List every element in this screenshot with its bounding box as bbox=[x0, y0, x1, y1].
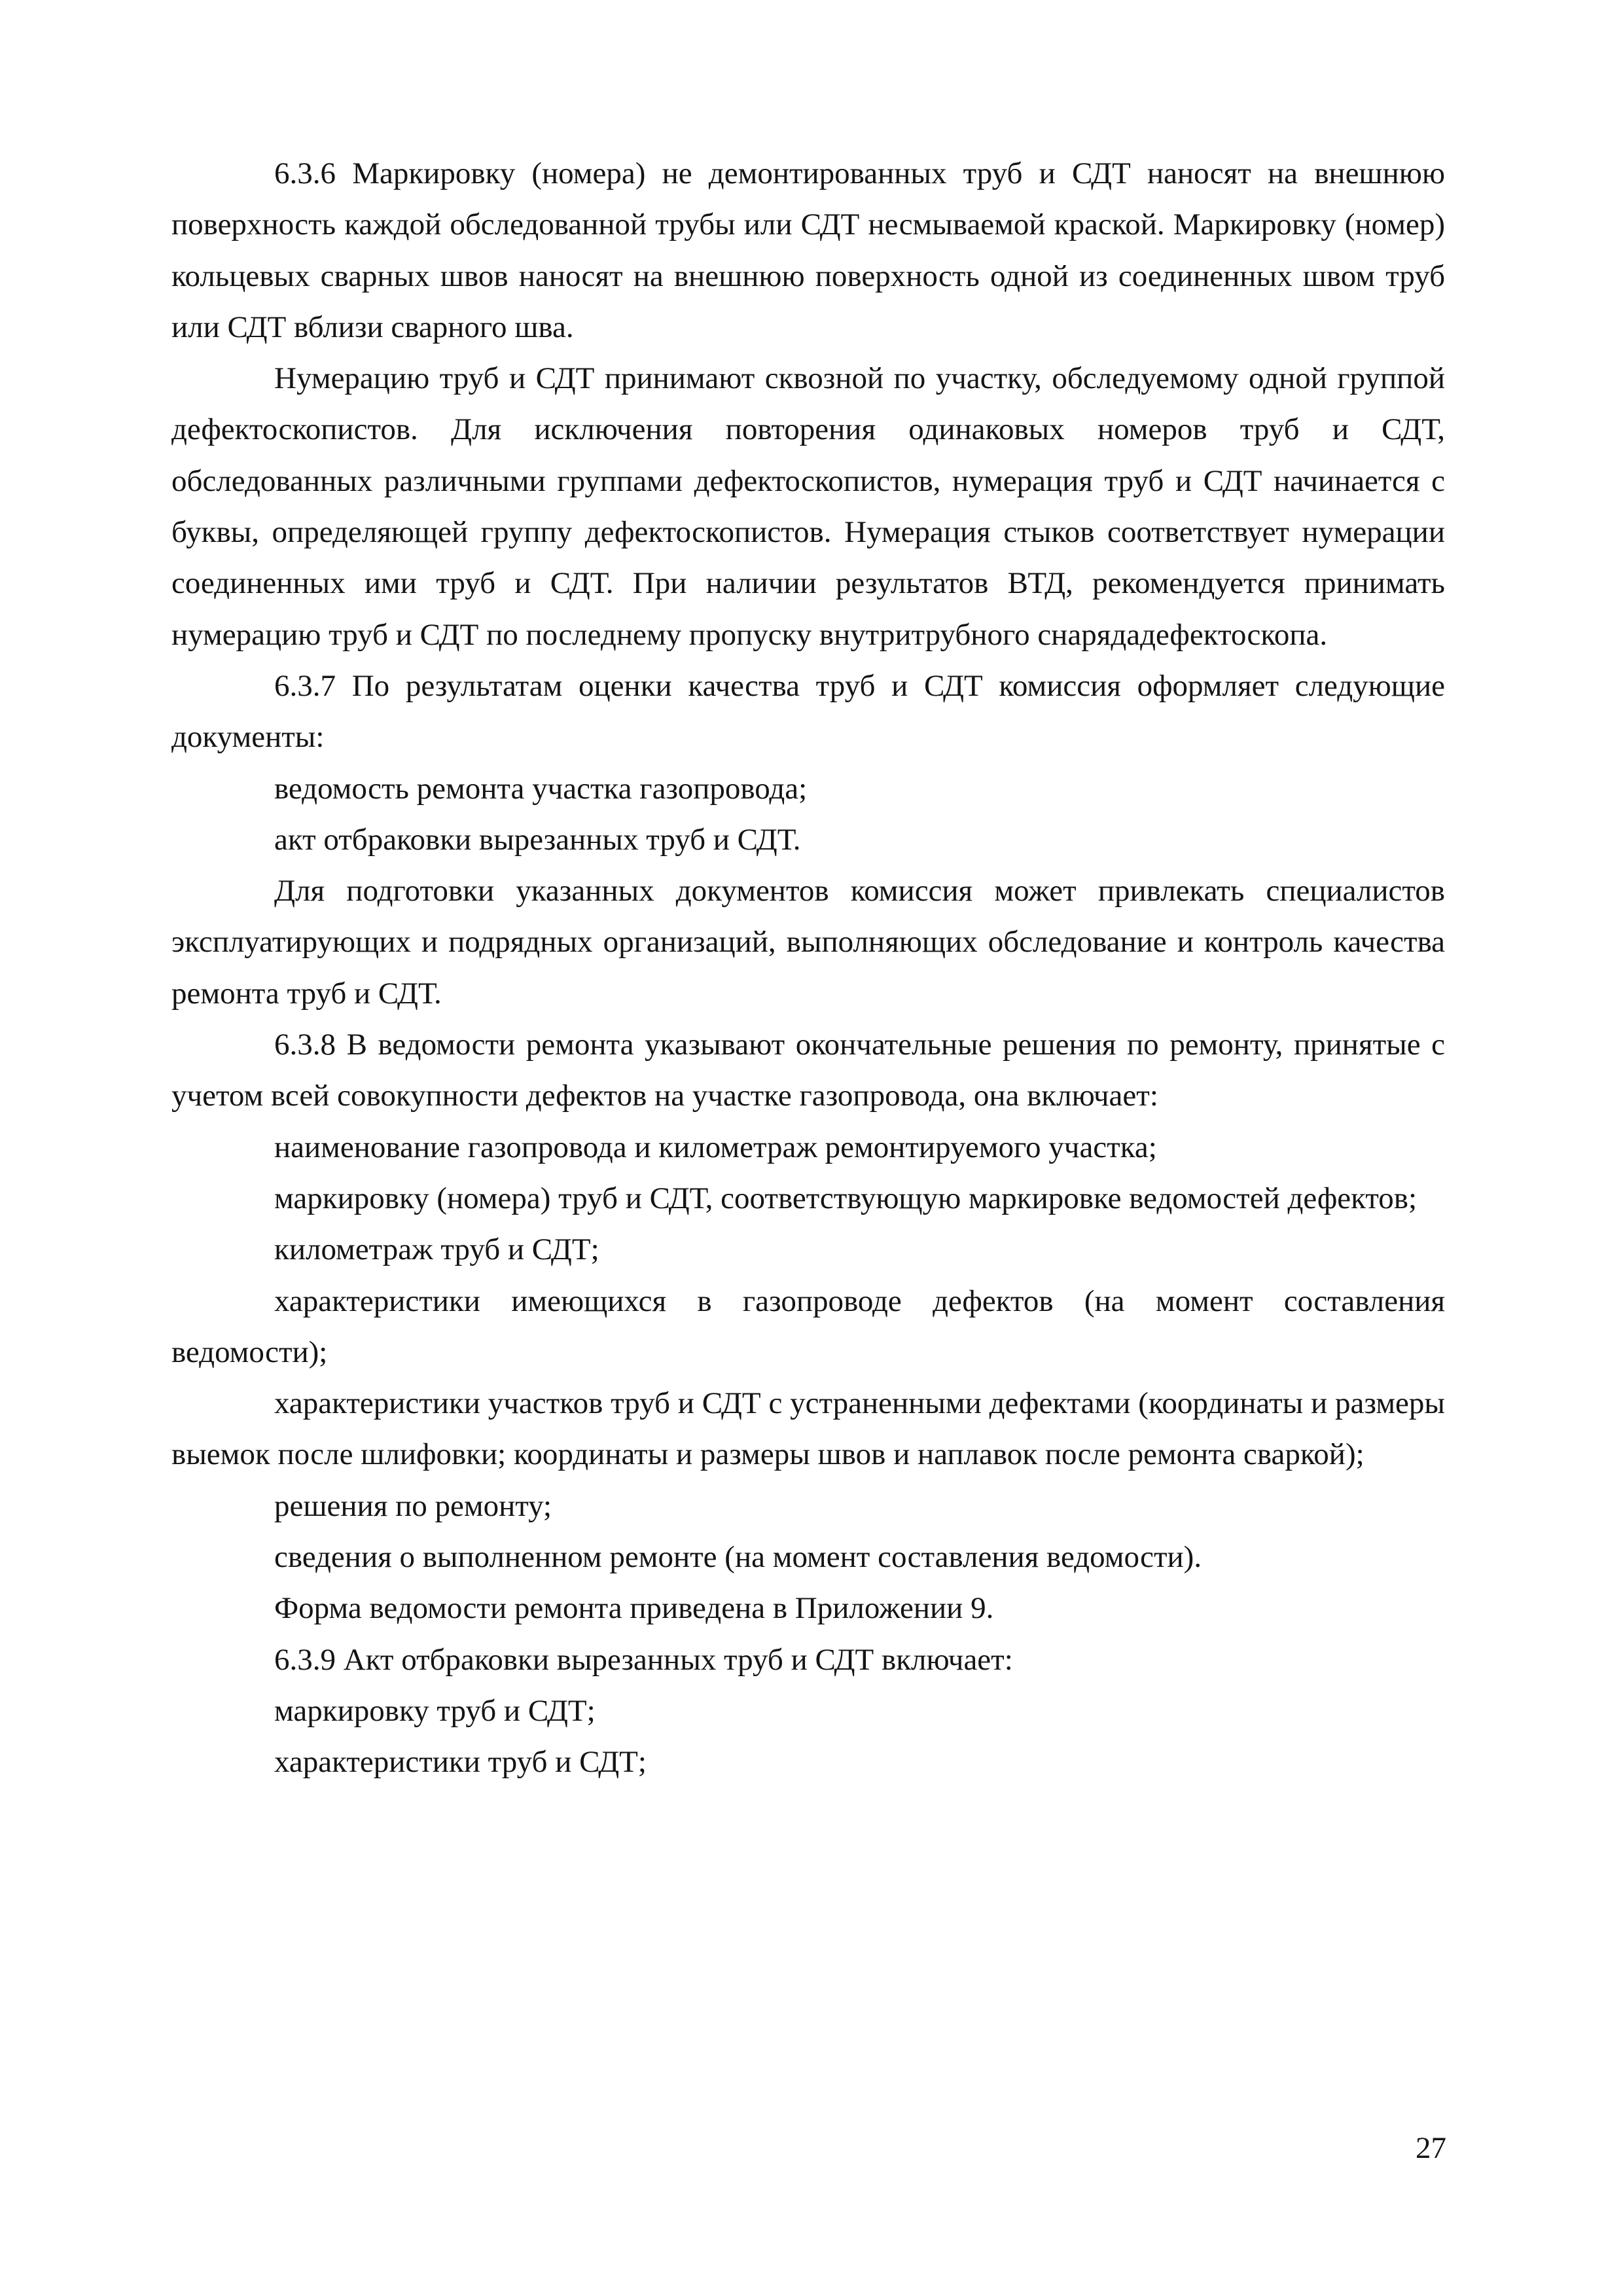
list-item: маркировку труб и СДТ; bbox=[274, 1693, 596, 1728]
list-item: маркировку (номера) труб и СДТ, соответствующую маркировке ведомостей дефектов; bbox=[274, 1181, 1418, 1215]
list-item: характеристики имеющихся в газопроводе дефектов (на момент составления ведомости); bbox=[171, 1283, 1445, 1369]
list-item: акт отбраковки вырезанных труб и СДТ. bbox=[274, 822, 801, 857]
paragraph-6-3-6: 6.3.6 Маркировку (номера) не демонтированных труб и СДТ наносят на внешнюю поверхность каждой обследованной трубы или СДТ несмываемой краской. Маркировку (номер) кольцевых сварных швов наносят на внешнюю поверхность одной из соединенных швом труб или СДТ вблизи сварного шва. bbox=[171, 156, 1445, 344]
list-item: километраж труб и СДТ; bbox=[274, 1232, 599, 1267]
paragraph-specialists: Для подготовки указанных документов комиссия может привлекать специалистов эксплуатирующих и подрядных организаций, выполняющих обследование и контроль качества ремонта труб и СДТ. bbox=[171, 874, 1445, 1011]
list-item: характеристики труб и СДТ; bbox=[274, 1745, 647, 1780]
body-text bbox=[171, 148, 1445, 1788]
paragraph-form-reference: Форма ведомости ремонта приведена в Приложении 9. bbox=[274, 1591, 994, 1626]
page-number: 27 bbox=[1416, 2131, 1446, 2165]
paragraph-numbering: Нумерацию труб и СДТ принимают сквозной по участку, обследуемому одной группой дефектоскопистов. Для исключения повторения одинаковых номеров труб и СДТ, обследованных различными группами дефектоскопистов, нумерация труб и СДТ начинается с буквы, определяющей группу дефектоскопистов. Нумерация стыков соответствует нумерации соединенных ими труб и СДТ. При наличии результатов ВТД, рекомендуется принимать нумерацию труб и СДТ по последнему пропуску внутритрубного снарядадефектоскопа. bbox=[171, 361, 1445, 652]
list-item: наименование газопровода и километраж ремонтируемого участка; bbox=[274, 1130, 1157, 1164]
list-item: сведения о выполненном ремонте (на момент составления ведомости). bbox=[274, 1540, 1202, 1575]
list-item: характеристики участков труб и СДТ с устраненными дефектами (координаты и размеры выемок после шлифовки; координаты и размеры швов и наплавок после ремонта сваркой); bbox=[171, 1386, 1445, 1472]
paragraph-6-3-9: 6.3.9 Акт отбраковки вырезанных труб и СДТ включает: bbox=[274, 1642, 1013, 1677]
paragraph-6-3-8: 6.3.8 В ведомости ремонта указывают окончательные решения по ремонту, принятые с учетом всей совокупности дефектов на участке газопровода, она включает: bbox=[171, 1028, 1445, 1113]
list-item: ведомость ремонта участка газопровода; bbox=[274, 771, 808, 806]
paragraph-6-3-7: 6.3.7 По результатам оценки качества труб и СДТ комиссия оформляет следующие документы: bbox=[171, 668, 1445, 755]
list-item: решения по ремонту; bbox=[274, 1488, 552, 1523]
